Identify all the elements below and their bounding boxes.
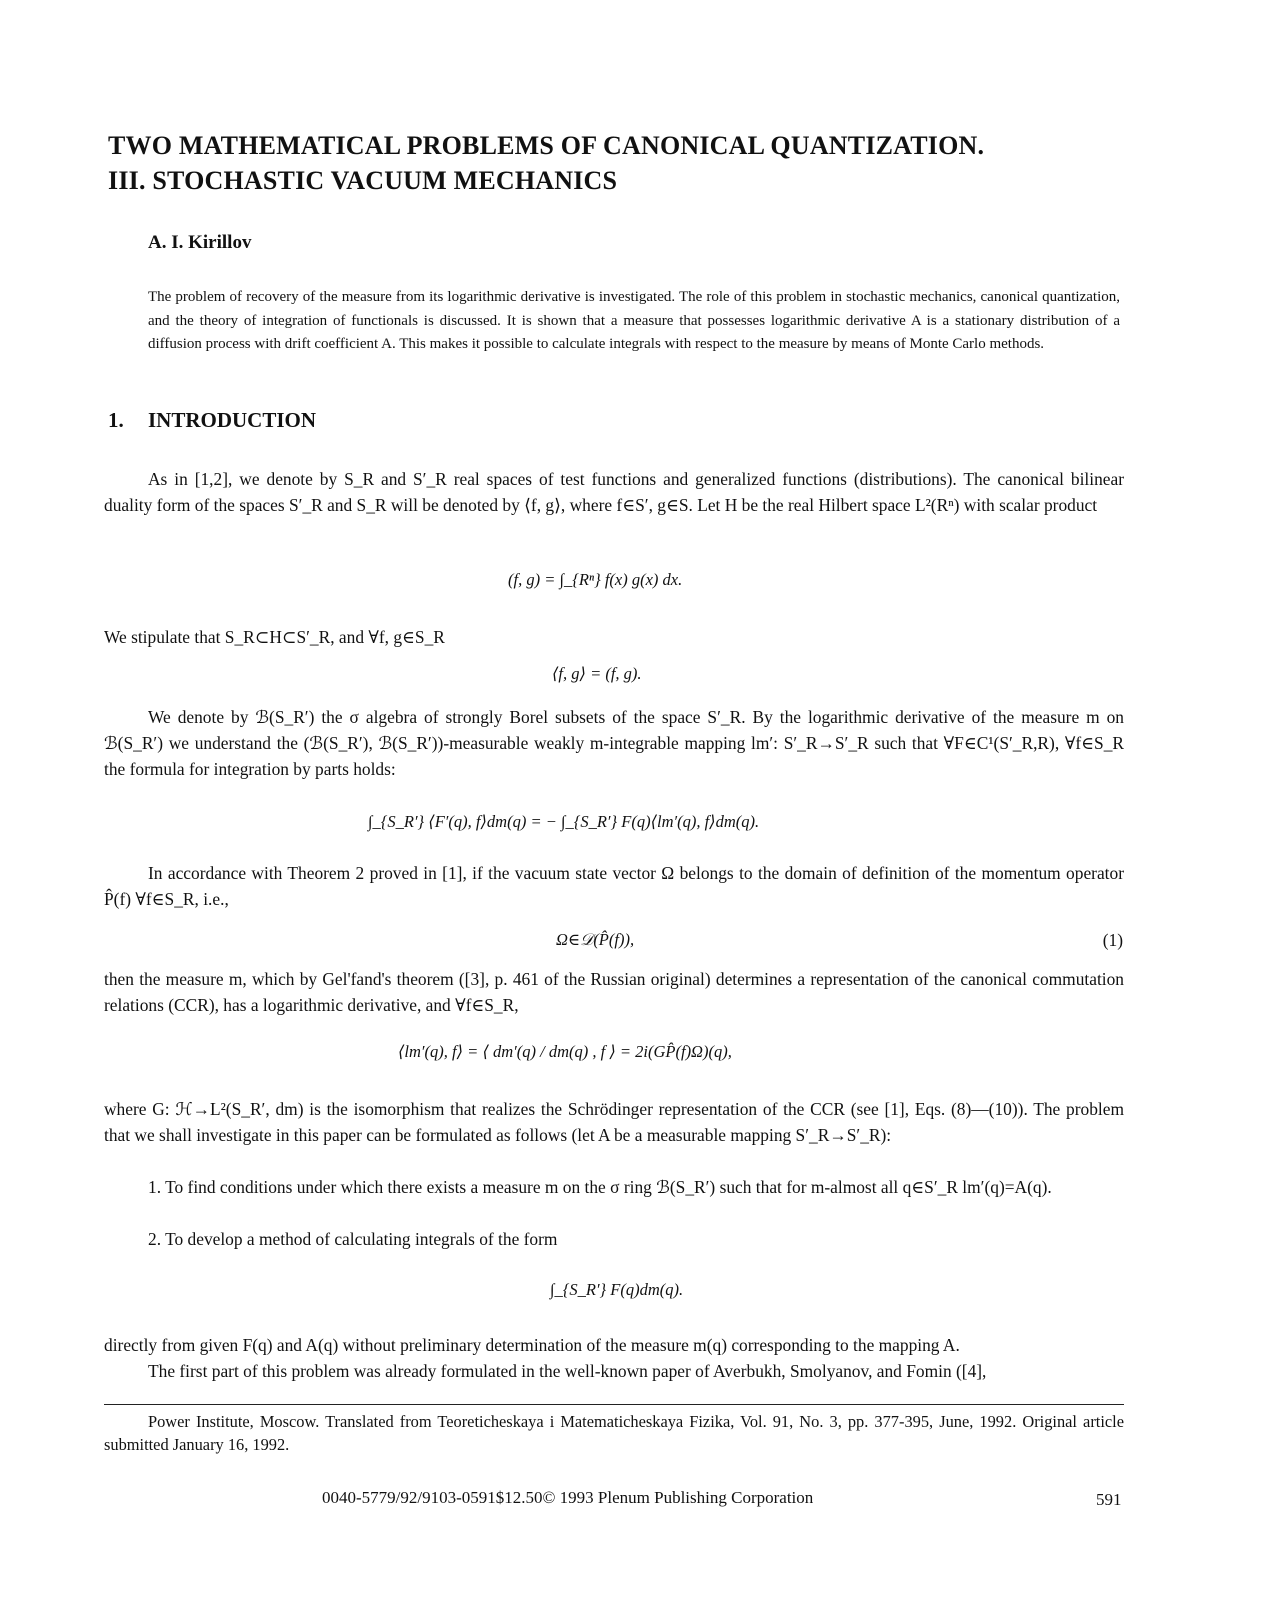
section-number: 1.	[108, 408, 124, 432]
equation-number: (1)	[1102, 930, 1123, 950]
equation-log-derivative: ⟨lm′(q), f⟩ = ⟨ dm′(q) / dm(q) , f ⟩ = 2i(GP̂(f)Ω)(q),	[398, 1042, 732, 1061]
footnote-rule	[104, 1404, 1124, 1405]
paper-title	[108, 128, 984, 198]
paragraph-2: We stipulate that S_R⊂H⊂S′_R, and ∀f, g∈S_R	[104, 627, 445, 647]
title-line-1: TWO MATHEMATICAL PROBLEMS OF CANONICAL QUANTIZATION.	[108, 131, 985, 160]
section-heading	[108, 408, 316, 433]
equation-duality: ⟨f, g⟩ = (f, g).	[552, 664, 642, 683]
equation-integral: ∫_{S_R′} F(q)dm(q).	[550, 1280, 684, 1299]
paragraph-1: As in [1,2], we denote by S_R and S′_R real spaces of test functions and generalized functions (distributions). The canonical bilinear duality form of the spaces S′_R and S_R will be denoted by ⟨f, g⟩, where f∈S′, g∈S. Let H be the real Hilbert space L²(Rⁿ) with scalar product	[104, 469, 1124, 515]
equation-scalar-product: (f, g) = ∫_{Rⁿ} f(x) g(x) dx.	[508, 570, 683, 589]
paragraph-3: We denote by ℬ(S_R′) the σ algebra of strongly Borel subsets of the space S′_R. By the logarithmic derivative of the measure m on ℬ(S_R′) we understand the (ℬ(S_R′), ℬ(S_R′))-measurable weakly m-integrable mapping lm′: S′_R→S′_R such that ∀F∈C¹(S′_R,R), ∀f∈S_R the formula for integration by parts holds:	[104, 707, 1124, 779]
section-title: INTRODUCTION	[148, 408, 317, 432]
paragraph-8: The first part of this problem was already formulated in the well-known paper of Averbukh, Smolyanov, and Fomin ([4],	[148, 1361, 987, 1381]
page-number: 591	[1096, 1490, 1122, 1509]
list-item-1: 1. To find conditions under which there exists a measure m on the σ ring ℬ(S_R′) such that for m-almost all q∈S′_R lm′(q)=A(q).	[148, 1177, 1052, 1197]
abstract: The problem of recovery of the measure from its logarithmic derivative is investigated. The role of this problem in stochastic mechanics, canonical quantization, and the theory of integration of functionals is discussed. It is shown that a measure that possesses logarithmic derivative A is a stationary distribution of a diffusion process with drift coefficient A. This makes it possible to calculate integrals with respect to the measure by means of Monte Carlo methods.	[148, 289, 1120, 353]
title-line-2: III. STOCHASTIC VACUUM MECHANICS	[108, 166, 618, 195]
paragraph-5: then the measure m, which by Gel'fand's theorem ([3], p. 461 of the Russian original) determines a representation of the canonical commutation relations (CCR), has a logarithmic derivative, and ∀f∈S_R,	[104, 969, 1124, 1015]
equation-1: Ω∈𝒟(P̂(f)),	[556, 930, 635, 949]
copyright-line: 0040-5779/92/9103-0591$12.50© 1993 Plenum Publishing Corporation	[322, 1488, 814, 1507]
author: A. I. Kirillov	[148, 232, 252, 253]
paragraph-6: where G: ℋ→L²(S_R′, dm) is the isomorphism that realizes the Schrödinger representation of the CCR (see [1], Eqs. (8)—(10)). The problem that we shall investigate in this paper can be formulated as follows (let A be a measurable mapping S′_R→S′_R):	[104, 1099, 1124, 1145]
equation-integration-by-parts: ∫_{S_R′} ⟨F′(q), f⟩dm(q) = − ∫_{S_R′} F(q)⟨lm′(q), f⟩dm(q).	[368, 812, 760, 831]
paragraph-4: In accordance with Theorem 2 proved in [1], if the vacuum state vector Ω belongs to the domain of definition of the momentum operator P̂(f) ∀f∈S_R, i.e.,	[104, 863, 1124, 909]
footnote: Power Institute, Moscow. Translated from Teoreticheskaya i Matematicheskaya Fizika, Vol. 91, No. 3, pp. 377-395, June, 1992. Original article submitted January 16, 1992.	[104, 1412, 1124, 1454]
list-item-2: 2. To develop a method of calculating integrals of the form	[148, 1229, 558, 1249]
paragraph-7: directly from given F(q) and A(q) without preliminary determination of the measure m(q) corresponding to the mapping A.	[104, 1335, 960, 1355]
